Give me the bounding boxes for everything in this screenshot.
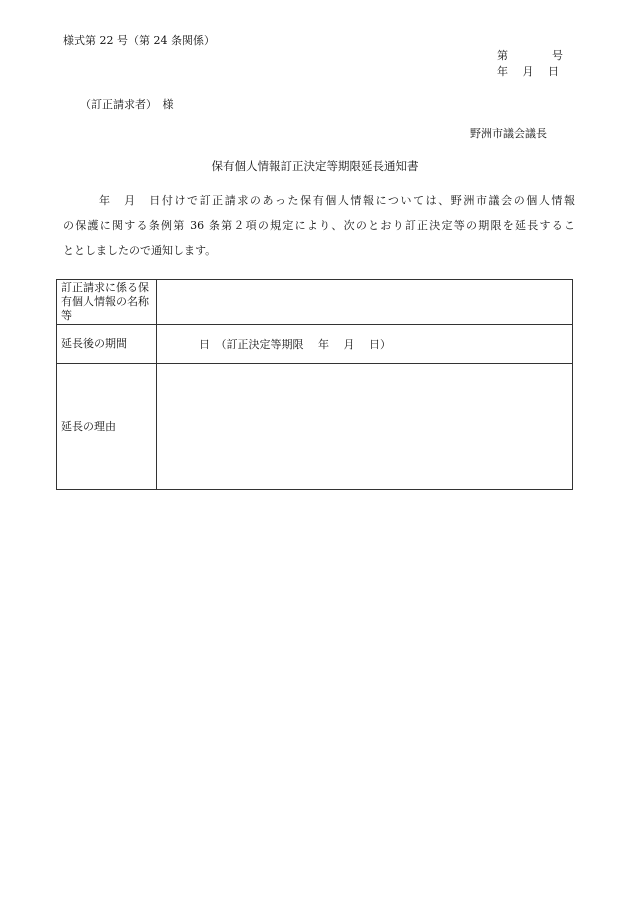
row-label-subject: 訂正請求に係る保有個人情報の名称等 <box>57 280 157 325</box>
info-table <box>56 279 573 490</box>
addressee: （訂正請求者） 様 <box>80 98 174 111</box>
form-number: 様式第 22 号（第 24 条関係） <box>63 34 215 47</box>
document-number: 第 号 <box>497 49 563 62</box>
document-date: 年 月 日 <box>497 65 559 78</box>
table-row <box>57 364 573 490</box>
row-value-period: 日 （訂正決定等期限 年 月 日） <box>157 325 573 364</box>
body-line: の保護に関する条例第 36 条第２項の規定により、次のとおり訂正決定等の期限を延長するこ <box>63 219 575 232</box>
row-value-reason <box>157 364 573 490</box>
row-label-period: 延長後の期間 <box>57 325 157 364</box>
row-label-reason: 延長の理由 <box>57 364 157 490</box>
row-value-subject <box>157 280 573 325</box>
table-row <box>57 280 573 325</box>
body-line: ととしましたので通知します。 <box>63 244 217 257</box>
sender: 野洲市議会議長 <box>470 127 547 140</box>
body-paragraph <box>63 192 575 267</box>
body-line: 年 月 日付けで訂正請求のあった保有個人情報については、野洲市議会の個人情報 <box>99 194 575 207</box>
table-row <box>57 325 573 364</box>
document-title: 保有個人情報訂正決定等期限延長通知書 <box>211 159 419 173</box>
